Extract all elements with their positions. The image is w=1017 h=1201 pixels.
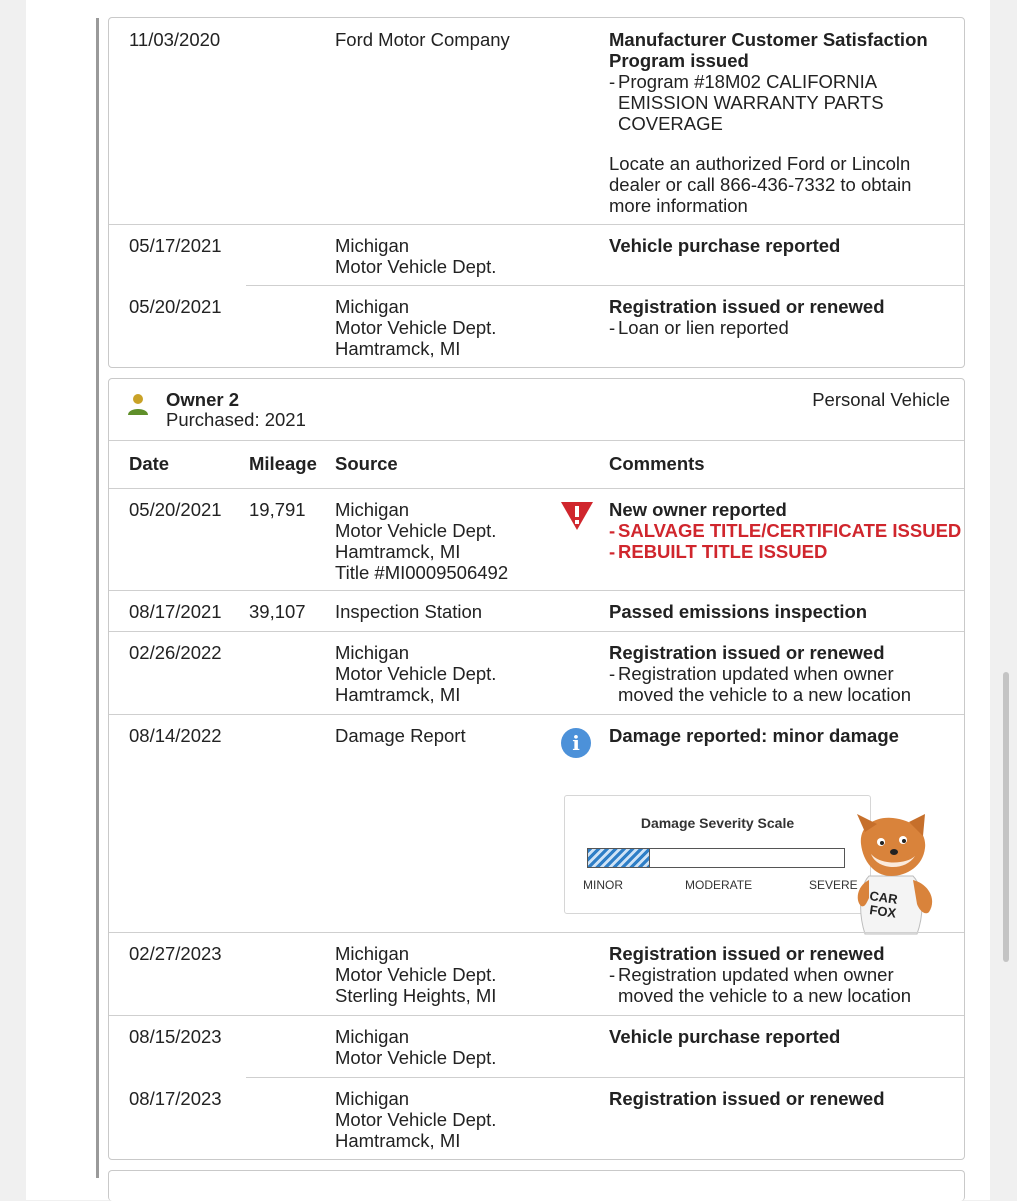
row-comments <box>609 943 911 1006</box>
source-line: Michigan <box>335 1088 410 1109</box>
table-row <box>109 18 964 224</box>
source-line: Michigan <box>335 235 410 256</box>
comment-title: Vehicle purchase reported <box>609 235 841 256</box>
table-row <box>109 1078 964 1158</box>
row-comments <box>609 642 911 705</box>
row-source <box>335 499 508 583</box>
comment-item <box>609 71 928 134</box>
table-row <box>109 489 964 590</box>
damage-severity-scale <box>564 795 871 914</box>
comment-note-line: more information <box>609 195 748 216</box>
severity-fill <box>588 849 650 867</box>
table-header <box>109 441 964 488</box>
comment-item-line: moved the vehicle to a new location <box>618 684 912 705</box>
comment-item-line: moved the vehicle to a new location <box>618 985 912 1006</box>
row-source <box>335 943 496 1006</box>
row-source <box>335 1088 496 1151</box>
row-date: 02/26/2022 <box>129 642 222 663</box>
comment-title: Registration issued or renewed <box>609 943 885 964</box>
source-line: Hamtramck, MI <box>335 541 461 562</box>
comment-title: Registration issued or renewed <box>609 1088 885 1109</box>
comment-item-line: EMISSION WARRANTY PARTS <box>618 92 884 113</box>
row-source: Damage Report <box>335 725 466 746</box>
source-line: Michigan <box>335 642 410 663</box>
comment-note-line: Locate an authorized Ford or Lincoln <box>609 153 911 174</box>
table-row <box>109 591 964 631</box>
row-source: Inspection Station <box>335 601 483 622</box>
row-date: 08/17/2021 <box>129 601 222 622</box>
comment-item <box>609 663 911 705</box>
comment-item-line: COVERAGE <box>618 113 723 134</box>
row-source <box>335 642 496 705</box>
comment-item-line: - Registration updated when owner <box>618 964 894 985</box>
person-icon <box>127 392 149 416</box>
source-line: Hamtramck, MI <box>335 684 461 705</box>
severity-label-moderate: MODERATE <box>685 878 753 892</box>
report-page <box>26 0 990 1200</box>
source-line: Motor Vehicle Dept. <box>335 1109 497 1130</box>
table-row <box>109 286 964 366</box>
row-date: 05/20/2021 <box>129 296 222 317</box>
row-mileage: 39,107 <box>249 601 306 622</box>
comment-title: Vehicle purchase reported <box>609 1026 841 1047</box>
comment-title: Passed emissions inspection <box>609 601 868 622</box>
comment-item-line: - Program #18M02 CALIFORNIA <box>618 71 878 92</box>
comment-item: - Loan or lien reported <box>609 317 885 338</box>
source-line: Motor Vehicle Dept. <box>335 964 497 985</box>
source-line: Hamtramck, MI <box>335 1130 461 1151</box>
column-header-comments: Comments <box>609 453 705 474</box>
owner-purchased: Purchased: 2021 <box>166 409 306 430</box>
source-line: Michigan <box>335 499 410 520</box>
owner-name: Owner 2 <box>166 389 239 410</box>
owner-vehicle-type: Personal Vehicle <box>812 389 950 410</box>
comment-title: Damage reported: minor damage <box>609 725 899 746</box>
source-line: Michigan <box>335 943 410 964</box>
severity-title: Damage Severity Scale <box>640 815 795 831</box>
row-date: 08/17/2023 <box>129 1088 222 1109</box>
severity-label-severe: SEVERE <box>809 878 858 892</box>
source-line: Motor Vehicle Dept. <box>335 1047 497 1068</box>
source-line: Motor Vehicle Dept. <box>335 256 497 277</box>
column-header-source: Source <box>335 453 398 474</box>
table-row <box>109 1016 964 1077</box>
row-comments <box>609 29 928 216</box>
mascot-shirt-text-1: CAR <box>868 888 899 907</box>
history-card-owner-2 <box>108 378 965 1160</box>
row-date: 11/03/2020 <box>129 29 221 50</box>
source-line: Hamtramck, MI <box>335 338 461 359</box>
source-line: Michigan <box>335 1026 410 1047</box>
row-date: 08/15/2023 <box>129 1026 222 1047</box>
row-source <box>335 235 496 277</box>
source-line: Motor Vehicle Dept. <box>335 663 497 684</box>
alert-triangle-icon <box>559 500 595 532</box>
row-source <box>335 1026 496 1068</box>
severity-bar <box>587 848 845 868</box>
carfox-mascot <box>847 814 939 936</box>
row-comments <box>609 499 961 562</box>
source-line: Motor Vehicle Dept. <box>335 520 497 541</box>
owner-header <box>109 379 964 440</box>
row-date: 05/17/2021 <box>129 235 222 256</box>
comment-title: Manufacturer Customer Satisfaction <box>609 29 928 50</box>
timeline-rule <box>96 18 99 1178</box>
comment-title-cont: Program issued <box>609 50 749 71</box>
source-line: Motor Vehicle Dept. <box>335 317 497 338</box>
history-card-next <box>108 1170 965 1201</box>
table-row <box>109 933 964 1015</box>
column-header-date: Date <box>129 453 170 474</box>
history-card-owner-1 <box>108 17 965 368</box>
scrollbar-thumb[interactable] <box>1003 672 1009 962</box>
source-line: Michigan <box>335 296 410 317</box>
info-icon[interactable]: i <box>561 728 591 758</box>
alert-rebuilt-title: - REBUILT TITLE ISSUED <box>609 541 961 562</box>
comment-title: New owner reported <box>609 499 787 520</box>
comment-item-line: - Registration updated when owner <box>618 663 894 684</box>
comment-title: Registration issued or renewed <box>609 642 885 663</box>
row-date: 08/14/2022 <box>129 725 222 746</box>
source-line: Title #MI0009506492 <box>335 562 509 583</box>
table-row <box>109 225 964 285</box>
column-header-mileage: Mileage <box>249 453 317 474</box>
mascot-shirt-text-2: FOX <box>868 902 898 921</box>
table-row <box>109 632 964 714</box>
row-date: 02/27/2023 <box>129 943 222 964</box>
comment-note-line: dealer or call 866-436-7332 to obtain <box>609 174 912 195</box>
comment-item <box>609 964 911 1006</box>
row-source: Ford Motor Company <box>335 29 510 50</box>
source-line: Sterling Heights, MI <box>335 985 497 1006</box>
row-date: 05/20/2021 <box>129 499 222 520</box>
row-mileage: 19,791 <box>249 499 306 520</box>
row-comments <box>609 296 885 338</box>
comment-title: Registration issued or renewed <box>609 296 885 317</box>
alert-salvage-title: - SALVAGE TITLE/CERTIFICATE ISSUED <box>609 520 961 541</box>
row-source <box>335 296 496 359</box>
severity-label-minor: MINOR <box>583 878 623 892</box>
